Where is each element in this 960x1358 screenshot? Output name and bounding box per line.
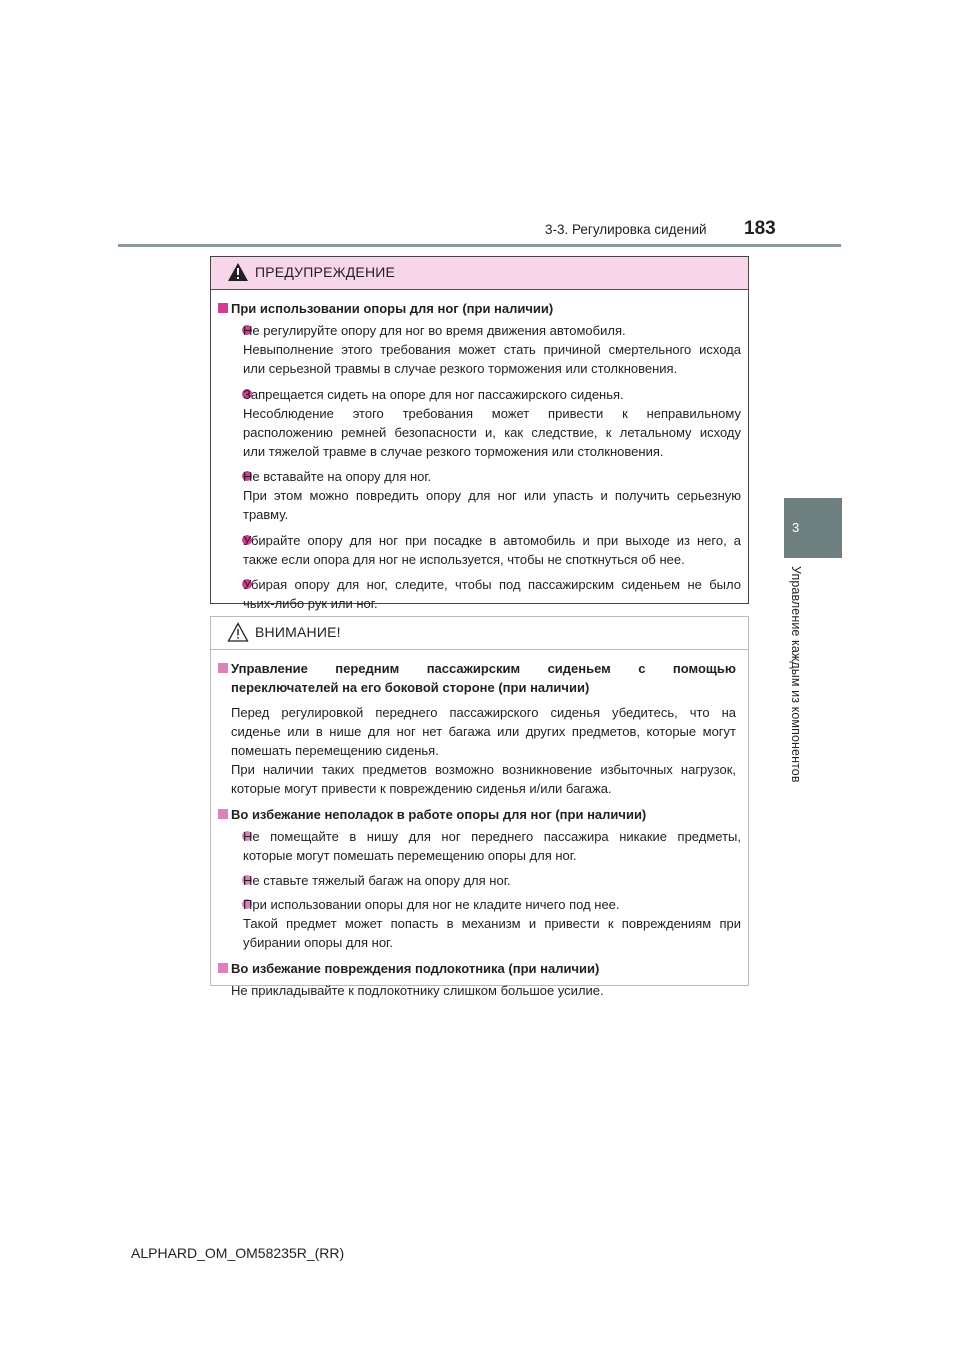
warning-item-line: Не регулируйте опору для ног во время движения автомобиля. <box>243 323 626 338</box>
warning-item-line: или серьезной травмы в случае резкого торможения или столкновения. <box>243 361 678 376</box>
page-number: 183 <box>744 218 776 239</box>
section-square-icon <box>218 663 228 673</box>
caution-text-line: которые могут привести к повреждению сиденья и/или багажа. <box>231 781 612 796</box>
caution-text-line: сиденье или в нише для ног нет багажа или других предметов, которые могут <box>231 724 736 739</box>
warning-box <box>210 256 749 611</box>
caution-heading-line: Управление передним пассажирским сиденьем с помощью <box>231 661 736 676</box>
caution-header <box>211 617 748 650</box>
chapter-title: Управление каждым из компонентов <box>789 566 803 783</box>
caution-heading-3: Во избежание повреждения подлокотника (при наличии) <box>231 961 600 976</box>
warning-title: ПРЕДУПРЕЖДЕНИЕ <box>255 264 396 280</box>
warning-item-line: также если опора для ног не используется, чтобы не споткнуться об нее. <box>243 552 685 567</box>
warning-item-line: или тяжелой травме в случае резкого торможения или столкновения. <box>243 444 664 459</box>
caution-item-line: Не помещайте в нишу для ног переднего пассажира никакие предметы, <box>243 829 741 844</box>
section-square-icon <box>218 303 228 313</box>
caution-icon <box>227 622 249 642</box>
caution-heading-2: Во избежание неполадок в работе опоры для ног (при наличии) <box>231 807 647 822</box>
footer-code: ALPHARD_OM_OM58235R_(RR) <box>131 1245 345 1261</box>
header-rule <box>118 244 841 247</box>
warning-item-line: Не вставайте на опору для ног. <box>243 469 432 484</box>
section-title: 3-3. Регулировка сидений <box>545 222 707 237</box>
caution-item-line: Не ставьте тяжелый багаж на опору для ног. <box>243 873 511 888</box>
warning-item-line: расположению ремней безопасности и, как следствие, к летальному исходу <box>243 425 741 440</box>
caution-text-line: Перед регулировкой переднего пассажирского сиденья убедитесь, что на <box>231 705 736 720</box>
warning-item-line: Запрещается сидеть на опоре для ног пассажирского сиденья. <box>243 387 624 402</box>
warning-item-line: При этом можно повредить опору для ног или упасть и получить серьезную <box>243 488 741 503</box>
warning-header <box>211 257 748 290</box>
warning-item-line: Убирайте опору для ног при посадке в автомобиль и при выходе из него, а <box>243 533 741 548</box>
warning-item-line: Несоблюдение этого требования может привести к неправильному <box>243 406 741 421</box>
caution-item-line: При использовании опоры для ног не кладите ничего под нее. <box>243 897 620 912</box>
caution-text-3: Не прикладывайте к подлокотнику слишком большое усилие. <box>231 983 604 998</box>
caution-item-line: которые могут помешать перемещению опоры для ног. <box>243 848 577 863</box>
warning-item-line: травму. <box>243 507 289 522</box>
section-square-icon <box>218 809 228 819</box>
caution-item-line: Такой предмет может попасть в механизм и привести к повреждениям при <box>243 916 741 931</box>
warning-icon <box>227 262 249 282</box>
caution-box <box>210 616 749 998</box>
caution-text-line: помешать перемещению сиденья. <box>231 743 439 758</box>
warning-item-line: Невыполнение этого требования может стать причиной смертельного исхода <box>243 342 741 357</box>
caution-heading-line: переключателей на его боковой стороне (при наличии) <box>231 680 590 695</box>
warning-item-line: чьих-либо рук или ног. <box>243 596 378 611</box>
warning-item-line: Убирая опору для ног, следите, чтобы под пассажирским сиденьем не было <box>243 577 741 592</box>
caution-text-line: При наличии таких предметов возможно возникновение избыточных нагрузок, <box>231 762 736 777</box>
caution-item-line: убирании опоры для ног. <box>243 935 393 950</box>
caution-title: ВНИМАНИЕ! <box>255 624 341 640</box>
section-square-icon <box>218 963 228 973</box>
warning-heading: При использовании опоры для ног (при наличии) <box>231 301 554 316</box>
chapter-number: 3 <box>792 520 800 535</box>
